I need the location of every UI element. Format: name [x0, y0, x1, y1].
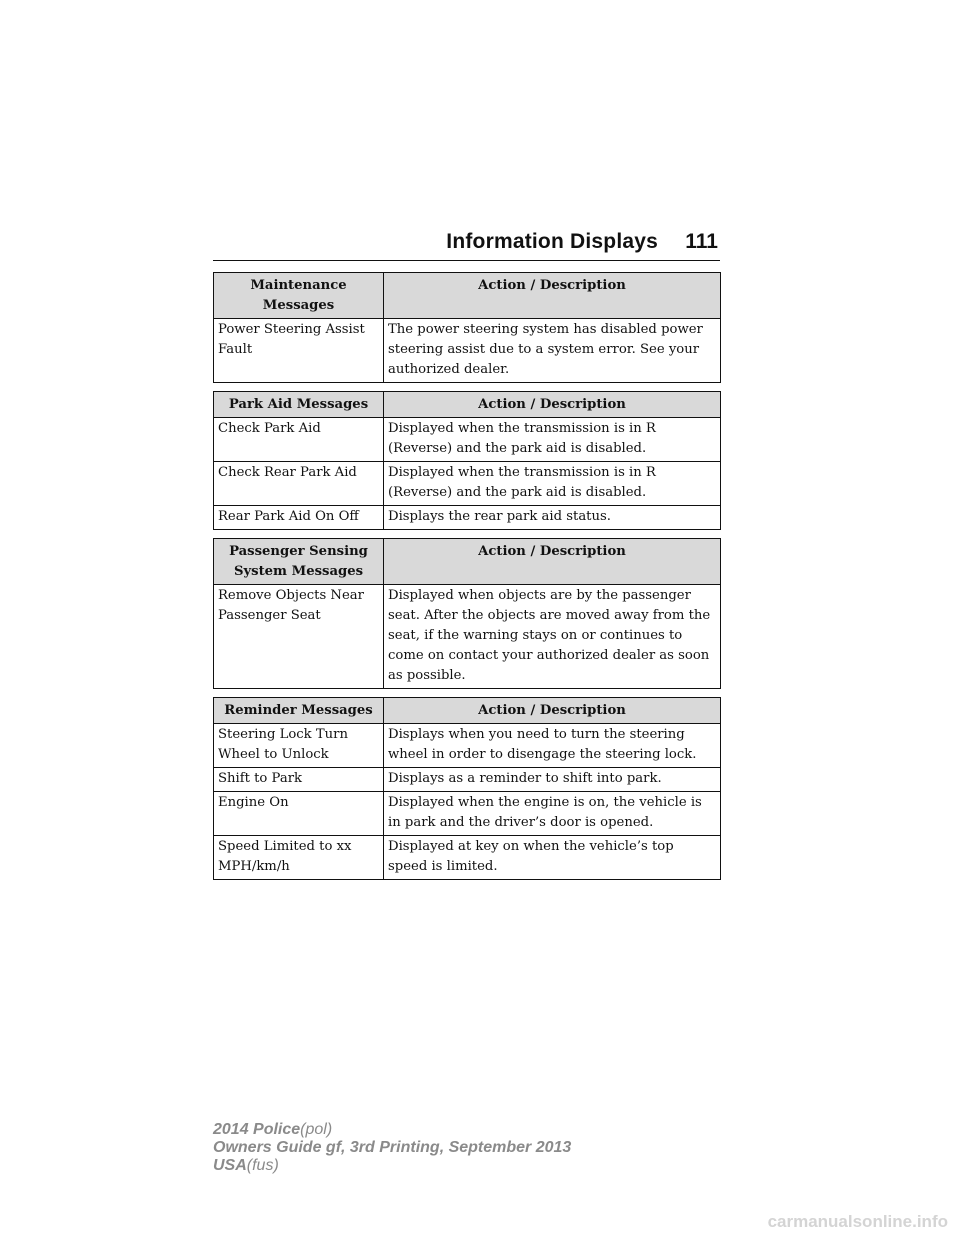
- footer-line-2: Owners Guide gf, 3rd Printing, September 2013: [213, 1139, 572, 1156]
- message-cell: Shift to Park: [214, 768, 384, 792]
- site-watermark: carmanualsonline.info: [767, 1212, 948, 1231]
- footer-line-3: [213, 1157, 571, 1175]
- table-row: [214, 462, 721, 506]
- message-cell: Speed Limited to xx MPH/km/h: [214, 836, 384, 880]
- description-cell: The power steering system has disabled power steering assist due to a system error. See your authorized dealer.: [384, 319, 721, 383]
- message-cell: Power Steering Assist Fault: [214, 319, 384, 383]
- page-number: 111: [685, 230, 718, 253]
- column-header-description: Action / Description: [384, 698, 721, 724]
- message-cell: Check Rear Park Aid: [214, 462, 384, 506]
- table-row: [214, 585, 721, 689]
- column-header-messages: Passenger Sensing System Messages: [214, 539, 384, 585]
- maintenance-messages-table: [213, 272, 721, 383]
- column-header-messages: Park Aid Messages: [214, 392, 384, 418]
- column-header-description: Action / Description: [384, 392, 721, 418]
- message-cell: Engine On: [214, 792, 384, 836]
- footer-market-code: (fus): [246, 1157, 279, 1174]
- message-cell: Rear Park Aid On Off: [214, 506, 384, 530]
- description-cell: Displayed when the engine is on, the vehicle is in park and the driver’s door is opened.: [384, 792, 721, 836]
- description-cell: Displayed when the transmission is in R (Reverse) and the park aid is disabled.: [384, 462, 721, 506]
- description-cell: Displayed when objects are by the passenger seat. After the objects are moved away from the seat, if the warning stays on or continues to come on contact your authorized dealer as soon as possible.: [384, 585, 721, 689]
- table-row: [214, 418, 721, 462]
- column-header-description: Action / Description: [384, 273, 721, 319]
- table-row: [214, 506, 721, 530]
- section-title: Information Displays: [446, 230, 658, 253]
- message-cell: Remove Objects Near Passenger Seat: [214, 585, 384, 689]
- table-row: [214, 768, 721, 792]
- column-header-messages: Maintenance Messages: [214, 273, 384, 319]
- table-row: [214, 724, 721, 768]
- footer-model-code: (pol): [300, 1121, 333, 1138]
- table-header-row: [214, 392, 721, 418]
- print-footer: [213, 1121, 571, 1175]
- footer-model: 2014 Police: [213, 1121, 301, 1138]
- column-header-description: Action / Description: [384, 539, 721, 585]
- table-row: [214, 836, 721, 880]
- reminder-messages-table: [213, 697, 721, 880]
- table-header-row: [214, 698, 721, 724]
- description-cell: Displays as a reminder to shift into park.: [384, 768, 721, 792]
- description-cell: Displays the rear park aid status.: [384, 506, 721, 530]
- description-cell: Displayed at key on when the vehicle’s top speed is limited.: [384, 836, 721, 880]
- column-header-messages: Reminder Messages: [214, 698, 384, 724]
- passenger-sensing-messages-table: [213, 538, 721, 689]
- table-row: [214, 792, 721, 836]
- table-row: [214, 319, 721, 383]
- description-cell: Displays when you need to turn the steering wheel in order to disengage the steering lock.: [384, 724, 721, 768]
- footer-line-1: [213, 1121, 571, 1139]
- table-header-row: [214, 539, 721, 585]
- message-tables: [213, 272, 720, 888]
- table-header-row: [214, 273, 721, 319]
- footer-market: USA: [213, 1157, 247, 1174]
- description-cell: Displayed when the transmission is in R (Reverse) and the park aid is disabled.: [384, 418, 721, 462]
- page-header: [213, 226, 720, 261]
- message-cell: Check Park Aid: [214, 418, 384, 462]
- park-aid-messages-table: [213, 391, 721, 530]
- message-cell: Steering Lock Turn Wheel to Unlock: [214, 724, 384, 768]
